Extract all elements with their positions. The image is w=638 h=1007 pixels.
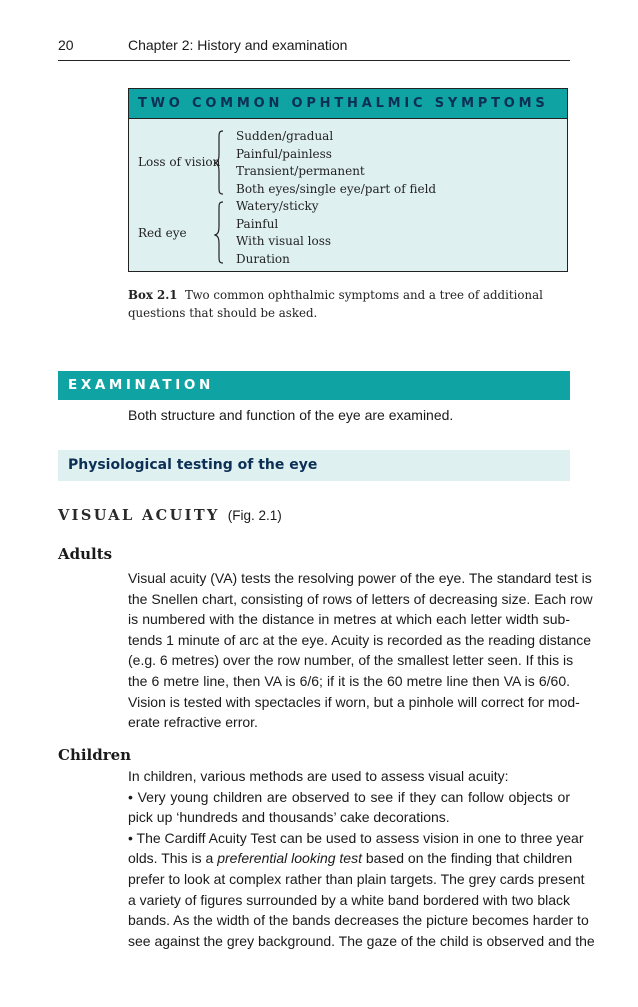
option-both-eyes: Both eyes/single eye/part of field — [236, 182, 437, 196]
adults-line: Vision is tested with spectacles if worn, but a pinhole will correct for mod- — [128, 693, 580, 710]
adults-line: the Snellen chart, consisting of rows of letters of decreasing size. Each row — [128, 590, 593, 607]
figure-reference: (Fig. 2.1) — [227, 508, 282, 523]
children-text: based on the finding that children — [362, 850, 573, 867]
symptoms-box — [128, 88, 568, 272]
box-caption — [128, 286, 543, 322]
subsection-title: Physiological testing of the eye — [68, 457, 318, 473]
children-bullet-2-line-2 — [128, 848, 573, 869]
children-line: a variety of figures surrounded by a white band bordered with two black — [128, 891, 571, 908]
option-painful-painless: Painful/painless — [236, 147, 332, 161]
adults-line: Visual acuity (VA) tests the resolving power of the eye. The standard test is — [128, 570, 592, 586]
adults-paragraph — [128, 568, 593, 733]
symptoms-box-title: TWO COMMON OPHTHALMIC SYMPTOMS — [138, 96, 549, 111]
adults-heading: Adults — [58, 545, 113, 563]
box-caption-text-2: questions that should be asked. — [128, 306, 318, 320]
children-intro: In children, various methods are used to assess visual acuity: — [128, 768, 509, 784]
children-line: prefer to look at complex rather than plain targets. The grey cards present — [128, 870, 585, 887]
box-caption-text-1: Two common ophthalmic symptoms and a tree of additional — [185, 288, 543, 302]
symptom-label-loss-of-vision: Loss of vision — [138, 155, 221, 169]
brace-icons — [214, 128, 226, 264]
children-heading: Children — [58, 746, 132, 764]
option-transient-permanent: Transient/permanent — [236, 164, 365, 178]
symptoms-box-header — [129, 89, 567, 119]
section-bar-examination — [58, 371, 570, 400]
children-line: bands. As the width of the bands decreases the picture becomes harder to — [128, 912, 589, 929]
brace-loss-of-vision — [215, 131, 223, 194]
box-caption-line-1 — [128, 286, 543, 304]
option-painful: Painful — [236, 217, 279, 231]
children-paragraph — [128, 766, 595, 951]
preferential-looking-test-term: preferential looking test — [217, 850, 362, 867]
children-bullet-1-line-1: • Very young children are observed to see if they can follow objects or — [128, 788, 570, 805]
section-title: EXAMINATION — [68, 377, 214, 393]
children-text: olds. This is a — [128, 850, 218, 867]
option-sudden-gradual: Sudden/gradual — [236, 129, 334, 143]
option-duration: Duration — [236, 252, 290, 266]
brace-red-eye — [215, 202, 223, 263]
option-watery-sticky: Watery/sticky — [236, 199, 319, 213]
page-number: 20 — [58, 37, 74, 53]
adults-line: is numbered with the distance in metres at which each letter width sub- — [128, 611, 570, 628]
children-bullet-1-line-2: pick up ‘hundreds and thousands’ cake decorations. — [128, 809, 450, 826]
option-with-visual-loss: With visual loss — [236, 234, 332, 248]
children-bullet-2-line-1: • The Cardiff Acuity Test can be used to assess vision in one to three year — [128, 829, 584, 846]
box-caption-label: Box 2.1 — [128, 288, 178, 302]
section-intro: Both structure and function of the eye are examined. — [128, 407, 454, 423]
symptom-label-red-eye: Red eye — [138, 226, 187, 240]
adults-line: tends 1 minute of arc at the eye. Acuity is recorded as the reading distance — [128, 631, 592, 648]
chapter-title: Chapter 2: History and examination — [128, 37, 348, 53]
subsection-bar — [58, 450, 570, 481]
header-rule — [58, 60, 570, 61]
adults-line: the 6 metre line, then VA is 6/6; if it is the 60 metre line then VA is 6/60. — [128, 672, 570, 689]
visual-acuity-heading — [58, 507, 282, 525]
visual-acuity-title: VISUAL ACUITY — [58, 507, 220, 524]
adults-line: erate refractive error. — [128, 714, 258, 731]
adults-line: (e.g. 6 metres) over the row number, of the smallest letter seen. If this is — [128, 652, 574, 669]
children-line: see against the grey background. The gaze of the child is observed and the — [128, 932, 595, 949]
